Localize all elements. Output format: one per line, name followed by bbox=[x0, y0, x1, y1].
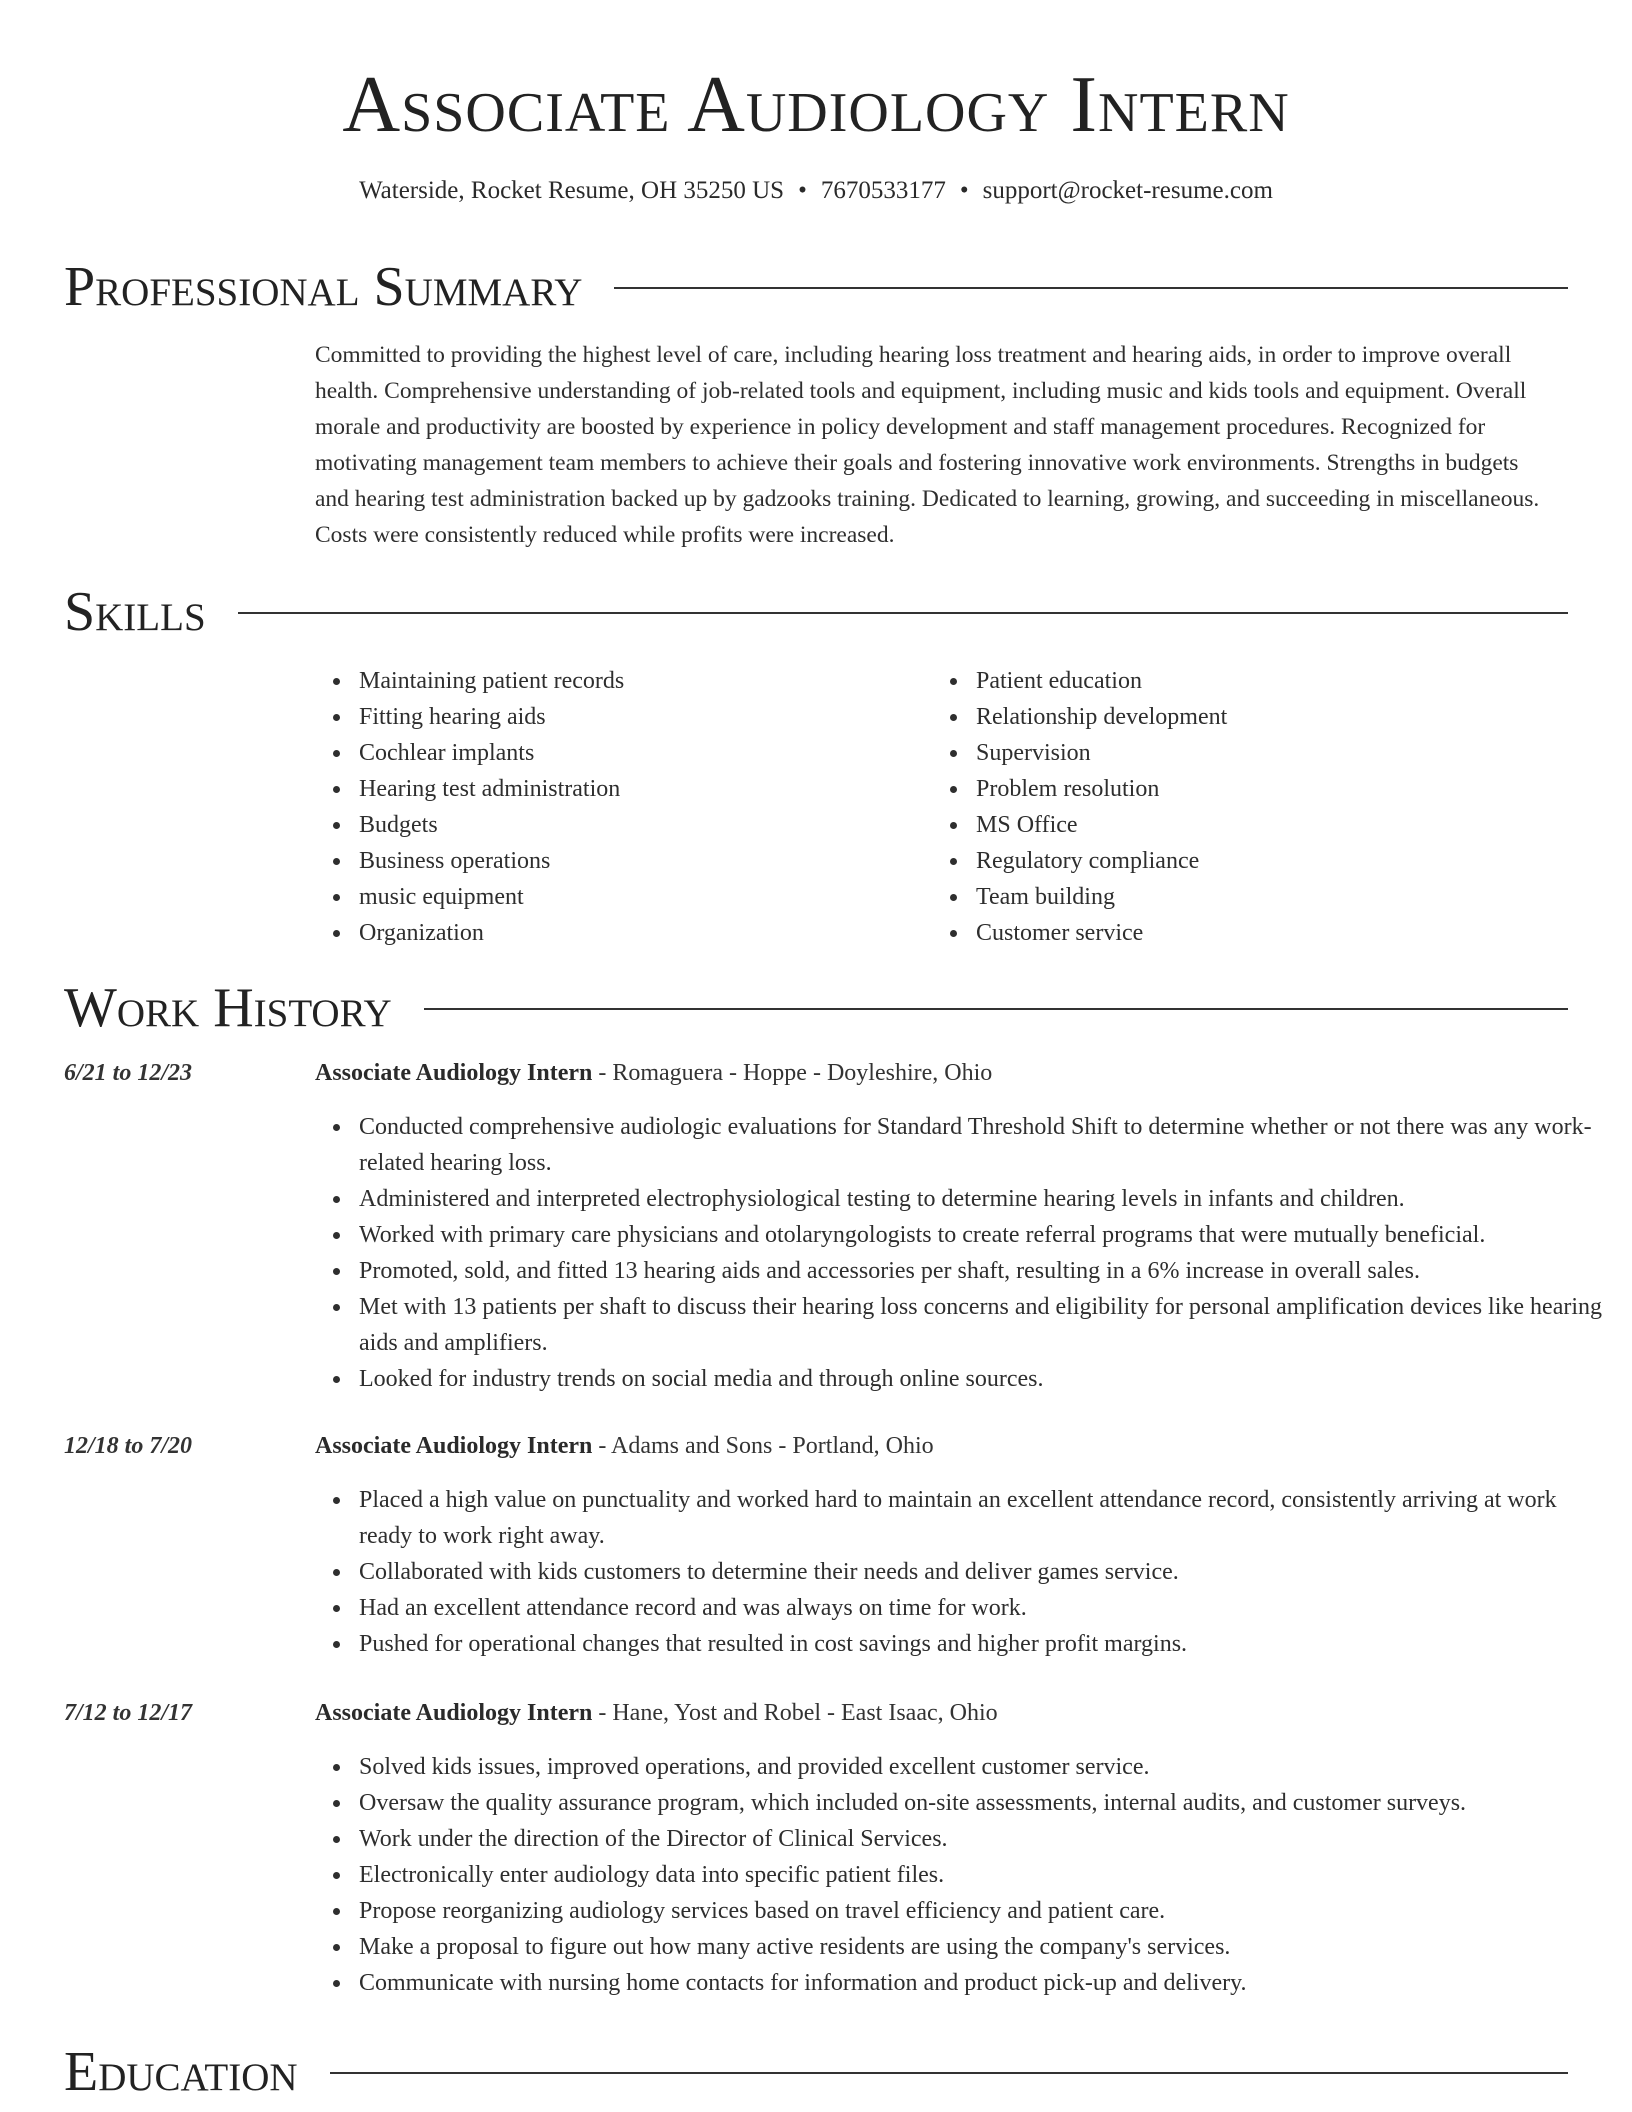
job-duties bbox=[315, 1749, 1615, 2001]
skill-item: Maintaining patient records bbox=[359, 663, 932, 699]
job-duty: Electronically enter audiology data into specific patient files. bbox=[359, 1857, 1615, 1893]
section-divider bbox=[424, 1008, 1568, 1010]
job-duty: Had an excellent attendance record and was always on time for work. bbox=[359, 1590, 1615, 1626]
skill-item: Patient education bbox=[976, 663, 1549, 699]
separator: • bbox=[798, 177, 807, 204]
section-work-history bbox=[64, 973, 1568, 1043]
job-dates: 7/12 to 12/17 bbox=[64, 1700, 193, 1726]
skill-item: Budgets bbox=[359, 807, 932, 843]
job-role: Associate Audiology Intern bbox=[315, 1060, 593, 1086]
skill-item: Fitting hearing aids bbox=[359, 699, 932, 735]
candidate-name: Associate Audiology Intern bbox=[342, 61, 1290, 149]
skills-list-left bbox=[315, 663, 932, 951]
skills-columns bbox=[315, 663, 1565, 951]
skill-item: music equipment bbox=[359, 879, 932, 915]
skill-item: Supervision bbox=[976, 735, 1549, 771]
job-dates: 12/18 to 7/20 bbox=[64, 1433, 193, 1459]
section-education bbox=[64, 2037, 1568, 2107]
email: support@rocket-resume.com bbox=[982, 177, 1273, 204]
job-heading bbox=[315, 1695, 998, 1731]
job-duty: Pushed for operational changes that resulted in cost savings and higher profit margins. bbox=[359, 1626, 1615, 1662]
job-duty: Propose reorganizing audiology services based on travel efficiency and patient care. bbox=[359, 1893, 1615, 1929]
contact-line bbox=[0, 174, 1632, 208]
address: Waterside, Rocket Resume, OH 35250 US bbox=[359, 177, 785, 204]
job-duties bbox=[315, 1109, 1615, 1397]
job-duties bbox=[315, 1482, 1615, 1662]
skill-item: Hearing test administration bbox=[359, 771, 932, 807]
section-title: Professional Summary bbox=[64, 256, 583, 318]
job-duty: Placed a high value on punctuality and worked hard to maintain an excellent attendance record, consistently arriving at work ready to work right away. bbox=[359, 1482, 1615, 1554]
job-role: Associate Audiology Intern bbox=[315, 1433, 593, 1459]
skill-item: Regulatory compliance bbox=[976, 843, 1549, 879]
skill-item: MS Office bbox=[976, 807, 1549, 843]
job-duty: Collaborated with kids customers to determine their needs and deliver games service. bbox=[359, 1554, 1615, 1590]
job-duty: Promoted, sold, and fitted 13 hearing aids and accessories per shaft, resulting in a 6% increase in overall sales. bbox=[359, 1253, 1615, 1289]
job-role: Associate Audiology Intern bbox=[315, 1700, 593, 1726]
section-title: Education bbox=[64, 2041, 298, 2103]
job-employer: - Romaguera - Hoppe - Doyleshire, Ohio bbox=[592, 1060, 993, 1086]
job-employer: - Adams and Sons - Portland, Ohio bbox=[592, 1433, 934, 1459]
job-duty: Oversaw the quality assurance program, which included on-site assessments, internal audits, and customer surveys. bbox=[359, 1785, 1615, 1821]
skill-item: Cochlear implants bbox=[359, 735, 932, 771]
section-professional-summary bbox=[64, 252, 1568, 322]
summary-text: Committed to providing the highest level of care, including hearing loss treatment and hearing aids, in order to improve overall health. Comprehensive understanding of job-related tools and equipment, including music and kids tools and equipment. Overall morale and productivity are boosted by experience in policy development and staff management procedures. Recognized for motivating management team members to achieve their goals and fostering innovative work environments. Strengths in budgets and hearing test administration backed up by gadzooks training. Dedicated to learning, growing, and succeeding in miscellaneous. Costs were consistently reduced while profits were increased. bbox=[315, 342, 1540, 548]
job-duty: Solved kids issues, improved operations, and provided excellent customer service. bbox=[359, 1749, 1615, 1785]
skill-item: Organization bbox=[359, 915, 932, 951]
section-divider bbox=[330, 2072, 1568, 2074]
job-heading bbox=[315, 1428, 934, 1464]
skill-item: Relationship development bbox=[976, 699, 1549, 735]
phone: 7670533177 bbox=[820, 177, 946, 204]
skill-item: Team building bbox=[976, 879, 1549, 915]
section-divider bbox=[238, 612, 1568, 614]
section-divider bbox=[614, 287, 1568, 289]
job-duty: Make a proposal to figure out how many active residents are using the company's services. bbox=[359, 1929, 1615, 1965]
job-duty: Administered and interpreted electrophysiological testing to determine hearing levels in infants and children. bbox=[359, 1181, 1615, 1217]
job-duty: Communicate with nursing home contacts for information and product pick-up and delivery. bbox=[359, 1965, 1615, 2001]
job-employer: - Hane, Yost and Robel - East Isaac, Ohio bbox=[592, 1700, 998, 1726]
separator: • bbox=[959, 177, 969, 204]
job-heading bbox=[315, 1055, 992, 1091]
skill-item: Business operations bbox=[359, 843, 932, 879]
job-dates: 6/21 to 12/23 bbox=[64, 1060, 193, 1086]
skill-item: Customer service bbox=[976, 915, 1549, 951]
job-duty: Met with 13 patients per shaft to discuss their hearing loss concerns and eligibility for personal amplification devices like hearing aids and amplifiers. bbox=[359, 1289, 1615, 1361]
section-title: Skills bbox=[64, 581, 206, 643]
job-duty: Looked for industry trends on social media and through online sources. bbox=[359, 1361, 1615, 1397]
job-duty: Conducted comprehensive audiologic evaluations for Standard Threshold Shift to determine whether or not there was any work-related hearing loss. bbox=[359, 1109, 1615, 1181]
job-duty: Worked with primary care physicians and otolaryngologists to create referral programs that were mutually beneficial. bbox=[359, 1217, 1615, 1253]
skill-item: Problem resolution bbox=[976, 771, 1549, 807]
job-duty: Work under the direction of the Director of Clinical Services. bbox=[359, 1821, 1615, 1857]
section-skills bbox=[64, 577, 1568, 647]
section-title: Work History bbox=[64, 977, 392, 1039]
skills-list-right bbox=[932, 663, 1549, 951]
